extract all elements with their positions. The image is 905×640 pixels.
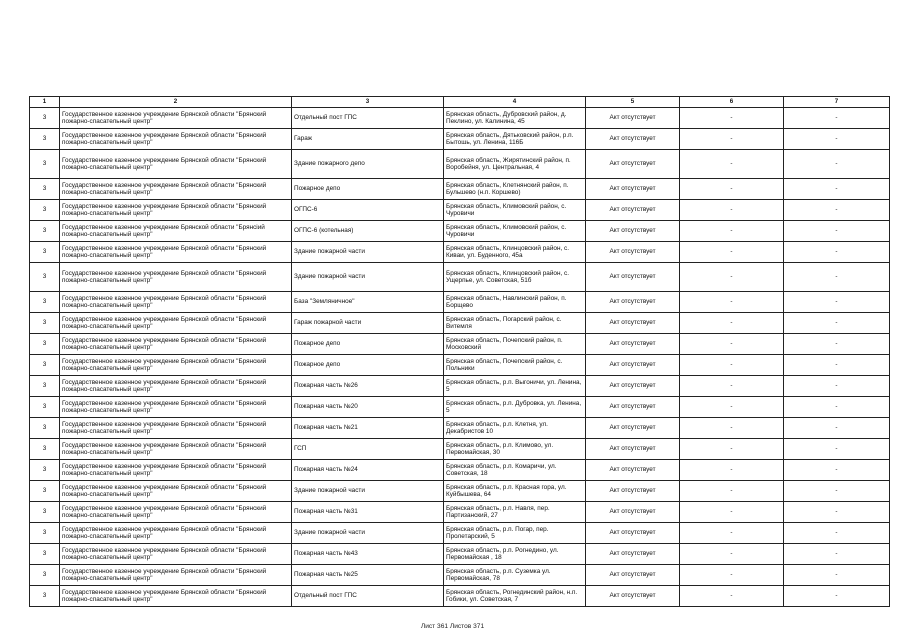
column-6-value: - [680, 544, 784, 565]
column-7-value: - [784, 502, 890, 523]
column-header: 1 [30, 97, 60, 108]
organization-name: Государственное казенное учреждение Брянской области "Брянский пожарно-спасательный центр" [60, 334, 292, 355]
row-number: 3 [30, 292, 60, 313]
row-number: 3 [30, 586, 60, 607]
table-row [30, 544, 890, 565]
object-address: Брянская область, Погарский район, с. Витемля [444, 313, 586, 334]
column-6-value: - [680, 376, 784, 397]
object-name: ГСП [292, 439, 444, 460]
column-6-value: - [680, 460, 784, 481]
table-row [30, 502, 890, 523]
column-6-value: - [680, 200, 784, 221]
column-7-value: - [784, 523, 890, 544]
object-name: Пожарное депо [292, 179, 444, 200]
act-status: Акт отсутствует [586, 179, 680, 200]
object-name: Пожарная часть №25 [292, 565, 444, 586]
organization-name: Государственное казенное учреждение Брянской области "Брянский пожарно-спасательный центр" [60, 397, 292, 418]
act-status: Акт отсутствует [586, 481, 680, 502]
act-status: Акт отсутствует [586, 523, 680, 544]
object-name: Отдельный пост ГПС [292, 108, 444, 129]
table-row [30, 376, 890, 397]
row-number: 3 [30, 565, 60, 586]
organization-name: Государственное казенное учреждение Брянской области "Брянский пожарно-спасательный центр" [60, 565, 292, 586]
act-status: Акт отсутствует [586, 242, 680, 263]
object-address: Брянская область, Клетнянский район, п. Бульшево (н.п. Коршево) [444, 179, 586, 200]
organization-name: Государственное казенное учреждение Брянской области "Брянский пожарно-спасательный центр" [60, 355, 292, 376]
organization-name: Государственное казенное учреждение Брянской области "Брянский пожарно-спасательный центр" [60, 108, 292, 129]
object-name: Пожарная часть №24 [292, 460, 444, 481]
table-row [30, 565, 890, 586]
object-name: Отдельный пост ГПС [292, 586, 444, 607]
column-7-value: - [784, 263, 890, 292]
table-row [30, 523, 890, 544]
header-row [30, 97, 890, 108]
act-status: Акт отсутствует [586, 334, 680, 355]
object-name: Пожарная часть №21 [292, 418, 444, 439]
column-6-value: - [680, 129, 784, 150]
object-address: Брянская область, Дятьковский район, р.п. Бытошь, ул. Ленина, 116Б [444, 129, 586, 150]
row-number: 3 [30, 179, 60, 200]
column-7-value: - [784, 565, 890, 586]
act-status: Акт отсутствует [586, 200, 680, 221]
act-status: Акт отсутствует [586, 544, 680, 565]
column-header: 5 [586, 97, 680, 108]
row-number: 3 [30, 334, 60, 355]
object-address: Брянская область, р.п. Навля, пер. Партизанский, 27 [444, 502, 586, 523]
page-footer: Лист 361 Листов 371 [420, 623, 485, 630]
table-row [30, 355, 890, 376]
act-status: Акт отсутствует [586, 397, 680, 418]
column-6-value: - [680, 439, 784, 460]
organization-name: Государственное казенное учреждение Брянской области "Брянский пожарно-спасательный центр" [60, 586, 292, 607]
object-address: Брянская область, р.п. Рогнедино, ул. Первомайская , 18 [444, 544, 586, 565]
object-address: Брянская область, р.п. Суземка ул. Первомайская, 78 [444, 565, 586, 586]
table-row [30, 200, 890, 221]
column-7-value: - [784, 355, 890, 376]
column-7-value: - [784, 200, 890, 221]
object-address: Брянская область, Клинцовский район, с. Киваи, ул. Буденного, 45а [444, 242, 586, 263]
act-status: Акт отсутствует [586, 263, 680, 292]
registry-table [29, 96, 890, 607]
object-address: Брянская область, р.п. Клетня, ул. Декабристов 10 [444, 418, 586, 439]
column-6-value: - [680, 292, 784, 313]
act-status: Акт отсутствует [586, 502, 680, 523]
object-address: Брянская область, Навлинский район, п. Борщево [444, 292, 586, 313]
table-row [30, 439, 890, 460]
table-row [30, 221, 890, 242]
organization-name: Государственное казенное учреждение Брянской области "Брянский пожарно-спасательный центр" [60, 313, 292, 334]
object-address: Брянская область, Климовский район, с. Чуровичи [444, 221, 586, 242]
object-name: База "Земляничное" [292, 292, 444, 313]
row-number: 3 [30, 376, 60, 397]
object-name: Пожарная часть №26 [292, 376, 444, 397]
organization-name: Государственное казенное учреждение Брянской области "Брянский пожарно-спасательный центр" [60, 439, 292, 460]
table-body [30, 108, 890, 607]
row-number: 3 [30, 150, 60, 179]
column-7-value: - [784, 242, 890, 263]
object-name: Здание пожарной части [292, 242, 444, 263]
column-7-value: - [784, 460, 890, 481]
column-6-value: - [680, 179, 784, 200]
act-status: Акт отсутствует [586, 586, 680, 607]
column-6-value: - [680, 150, 784, 179]
act-status: Акт отсутствует [586, 292, 680, 313]
object-name: Гараж [292, 129, 444, 150]
row-number: 3 [30, 544, 60, 565]
object-name: Гараж пожарной части [292, 313, 444, 334]
table-row [30, 150, 890, 179]
object-address: Брянская область, Дубровский район, д. Пеклино, ул. Калинина, 45 [444, 108, 586, 129]
column-7-value: - [784, 397, 890, 418]
column-6-value: - [680, 355, 784, 376]
row-number: 3 [30, 523, 60, 544]
column-6-value: - [680, 502, 784, 523]
act-status: Акт отсутствует [586, 129, 680, 150]
column-6-value: - [680, 242, 784, 263]
object-address: Брянская область, р.п. Выгоничи, ул. Ленина, 5 [444, 376, 586, 397]
organization-name: Государственное казенное учреждение Брянской области "Брянский пожарно-спасательный центр" [60, 502, 292, 523]
act-status: Акт отсутствует [586, 221, 680, 242]
column-6-value: - [680, 481, 784, 502]
table-row [30, 481, 890, 502]
column-7-value: - [784, 544, 890, 565]
row-number: 3 [30, 460, 60, 481]
column-6-value: - [680, 334, 784, 355]
object-name: Пожарное депо [292, 355, 444, 376]
column-7-value: - [784, 439, 890, 460]
organization-name: Государственное казенное учреждение Брянской области "Брянский пожарно-спасательный центр" [60, 460, 292, 481]
object-address: Брянская область, р.п. Климово, ул. Первомайская, 30 [444, 439, 586, 460]
act-status: Акт отсутствует [586, 460, 680, 481]
object-address: Брянская область, р.п. Красная гора, ул. Куйбышева, 64 [444, 481, 586, 502]
act-status: Акт отсутствует [586, 376, 680, 397]
column-header: 6 [680, 97, 784, 108]
table-row [30, 242, 890, 263]
table-row [30, 179, 890, 200]
object-address: Брянская область, р.п. Погар, пер. Пролетарский, 5 [444, 523, 586, 544]
column-6-value: - [680, 565, 784, 586]
column-6-value: - [680, 397, 784, 418]
row-number: 3 [30, 481, 60, 502]
organization-name: Государственное казенное учреждение Брянской области "Брянский пожарно-спасательный центр" [60, 376, 292, 397]
column-7-value: - [784, 481, 890, 502]
column-6-value: - [680, 313, 784, 334]
object-name: Здание пожарной части [292, 263, 444, 292]
column-6-value: - [680, 586, 784, 607]
act-status: Акт отсутствует [586, 565, 680, 586]
organization-name: Государственное казенное учреждение Брянской области "Брянский пожарно-спасательный центр" [60, 263, 292, 292]
organization-name: Государственное казенное учреждение Брянской области "Брянсiий пожарно-спасательный центр" [60, 221, 292, 242]
column-7-value: - [784, 586, 890, 607]
table-row [30, 313, 890, 334]
column-header: 2 [60, 97, 292, 108]
table-row [30, 292, 890, 313]
object-name: Здание пожарной части [292, 481, 444, 502]
column-7-value: - [784, 179, 890, 200]
object-address: Брянская область, Климовский район, с. Чуровичи [444, 200, 586, 221]
object-address: Брянская область, Почепский район, с. Польники [444, 355, 586, 376]
act-status: Акт отсутствует [586, 108, 680, 129]
organization-name: Государственное казенное учреждение Брянской области "Брянский пожарно-спасательный центр" [60, 242, 292, 263]
row-number: 3 [30, 313, 60, 334]
act-status: Акт отсутствует [586, 355, 680, 376]
table-row [30, 263, 890, 292]
act-status: Акт отсутствует [586, 313, 680, 334]
column-header: 3 [292, 97, 444, 108]
organization-name: Государственное казенное учреждение Брянской области "Брянский пожарно-спасательный центр" [60, 418, 292, 439]
organization-name: Государственное казенное учреждение Брянской области "Брянский пожарно-спасательный центр" [60, 481, 292, 502]
object-name: Пожарная часть №20 [292, 397, 444, 418]
row-number: 3 [30, 221, 60, 242]
table-row [30, 397, 890, 418]
act-status: Акт отсутствует [586, 439, 680, 460]
column-6-value: - [680, 221, 784, 242]
column-7-value: - [784, 313, 890, 334]
object-name: Пожарное депо [292, 334, 444, 355]
object-name: Здание пожарного депо [292, 150, 444, 179]
column-6-value: - [680, 523, 784, 544]
object-address: Брянская область, Рогнединский район, н.п. Гобики, ул. Советская, 7 [444, 586, 586, 607]
column-7-value: - [784, 376, 890, 397]
object-name: ОГПС-6 (котельная) [292, 221, 444, 242]
object-name: Здание пожарной части [292, 523, 444, 544]
row-number: 3 [30, 439, 60, 460]
organization-name: Государственное казенное учреждение Брянской области "Брянский пожарно-спасательный центр" [60, 129, 292, 150]
object-name: Пожарная часть №43 [292, 544, 444, 565]
table-row [30, 129, 890, 150]
column-6-value: - [680, 263, 784, 292]
row-number: 3 [30, 242, 60, 263]
object-address: Брянская область, Почепский район, п. Московский [444, 334, 586, 355]
table-row [30, 334, 890, 355]
row-number: 3 [30, 263, 60, 292]
object-address: Брянская область, Жирятинский район, п. Воробейня, ул. Центральная, 4 [444, 150, 586, 179]
object-address: Брянская область, р.п. Комаричи, ул. Советская, 18 [444, 460, 586, 481]
column-6-value: - [680, 108, 784, 129]
row-number: 3 [30, 355, 60, 376]
organization-name: Государственное казенное учреждение Брянской области "Брянский пожарно-спасательный центр" [60, 544, 292, 565]
column-7-value: - [784, 150, 890, 179]
organization-name: Государственное казенное учреждение Брянской области "Брянский пожарно-спасательный центр" [60, 179, 292, 200]
row-number: 3 [30, 502, 60, 523]
table-row [30, 460, 890, 481]
object-address: Брянская область, Клинцовский район, с. Ущерпье, ул. Советская, 51б [444, 263, 586, 292]
act-status: Акт отсутствует [586, 418, 680, 439]
column-7-value: - [784, 108, 890, 129]
column-7-value: - [784, 221, 890, 242]
column-7-value: - [784, 418, 890, 439]
object-address: Брянская область, р.п. Дубровка, ул. Ленина, 5 [444, 397, 586, 418]
row-number: 3 [30, 418, 60, 439]
row-number: 3 [30, 108, 60, 129]
column-header: 7 [784, 97, 890, 108]
organization-name: Государственное казенное учреждение Брянской области "Брянский пожарно-спасательный центр" [60, 523, 292, 544]
column-6-value: - [680, 418, 784, 439]
column-7-value: - [784, 129, 890, 150]
object-name: Пожарная часть №31 [292, 502, 444, 523]
row-number: 3 [30, 200, 60, 221]
table-row [30, 418, 890, 439]
column-header: 4 [444, 97, 586, 108]
row-number: 3 [30, 129, 60, 150]
organization-name: Государственное казенное учреждение Брянской области "Брянский пожарно-спасательный центр" [60, 150, 292, 179]
table-row [30, 108, 890, 129]
object-name: ОГПС-6 [292, 200, 444, 221]
column-7-value: - [784, 334, 890, 355]
organization-name: Государственное казенное учреждение Брянской области "Брянский пожарно-спасательный центр" [60, 292, 292, 313]
column-7-value: - [784, 292, 890, 313]
row-number: 3 [30, 397, 60, 418]
table-row [30, 586, 890, 607]
organization-name: Государственное казенное учреждение Брянской области "Брянский пожарно-спасательный центр" [60, 200, 292, 221]
act-status: Акт отсутствует [586, 150, 680, 179]
